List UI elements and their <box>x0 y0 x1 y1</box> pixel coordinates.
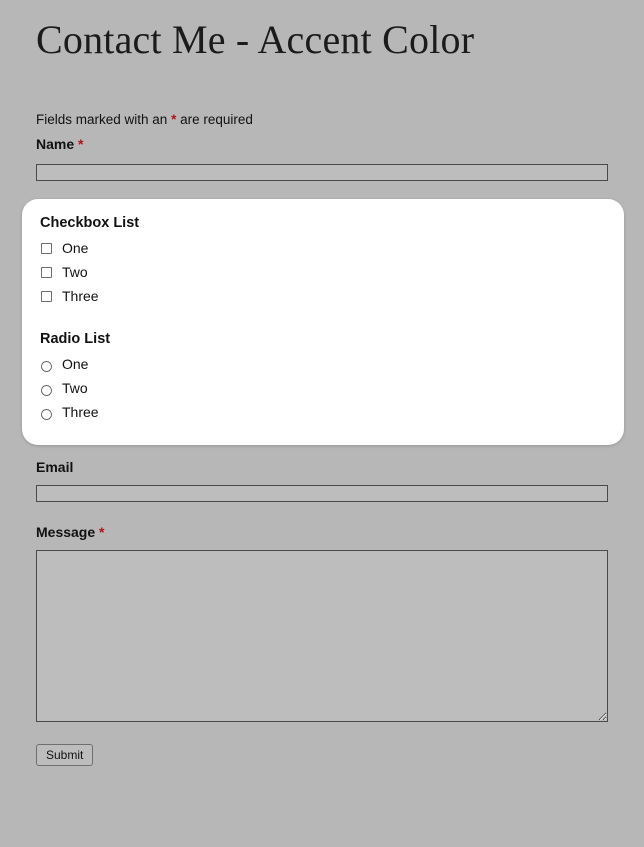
radio-three-label: Three <box>62 404 99 420</box>
radio-option-three[interactable] <box>40 401 606 425</box>
message-label <box>36 524 608 540</box>
email-field-group <box>36 459 608 502</box>
name-required-marker-icon: * <box>78 136 84 152</box>
radio-three[interactable] <box>41 409 52 420</box>
message-required-marker-icon: * <box>99 524 105 540</box>
required-note-prefix: Fields marked with an <box>36 112 172 127</box>
options-card <box>22 199 624 445</box>
checkbox-three[interactable] <box>41 291 52 302</box>
required-fields-note <box>36 112 608 127</box>
radio-option-one[interactable] <box>40 353 606 377</box>
submit-button[interactable]: Submit <box>36 744 93 766</box>
name-input[interactable] <box>36 164 608 181</box>
radio-option-two[interactable] <box>40 377 606 401</box>
name-label-text: Name <box>36 136 75 152</box>
checkbox-option-two[interactable] <box>40 261 606 285</box>
checkbox-two[interactable] <box>41 267 52 278</box>
checkbox-three-label: Three <box>62 288 99 304</box>
checkbox-list-heading: Checkbox List <box>40 215 140 231</box>
radio-two[interactable] <box>41 385 52 396</box>
checkbox-two-label: Two <box>62 264 88 280</box>
radio-one[interactable] <box>41 361 52 372</box>
page-title: Contact Me - Accent Color <box>36 17 475 62</box>
email-label: Email <box>36 459 74 475</box>
required-note-suffix: are required <box>176 112 253 127</box>
checkbox-option-one[interactable] <box>40 237 606 261</box>
checkbox-one[interactable] <box>41 243 52 254</box>
message-label-text: Message <box>36 524 96 540</box>
email-input[interactable] <box>36 485 608 502</box>
checkbox-one-label: One <box>62 240 89 256</box>
checkbox-option-three[interactable] <box>40 285 606 309</box>
radio-one-label: One <box>62 356 89 372</box>
message-input[interactable] <box>36 550 608 722</box>
radio-two-label: Two <box>62 380 88 396</box>
name-label <box>36 136 608 152</box>
required-marker-icon: * <box>171 112 177 127</box>
submit-row <box>36 744 608 780</box>
radio-list-heading: Radio List <box>40 331 111 347</box>
